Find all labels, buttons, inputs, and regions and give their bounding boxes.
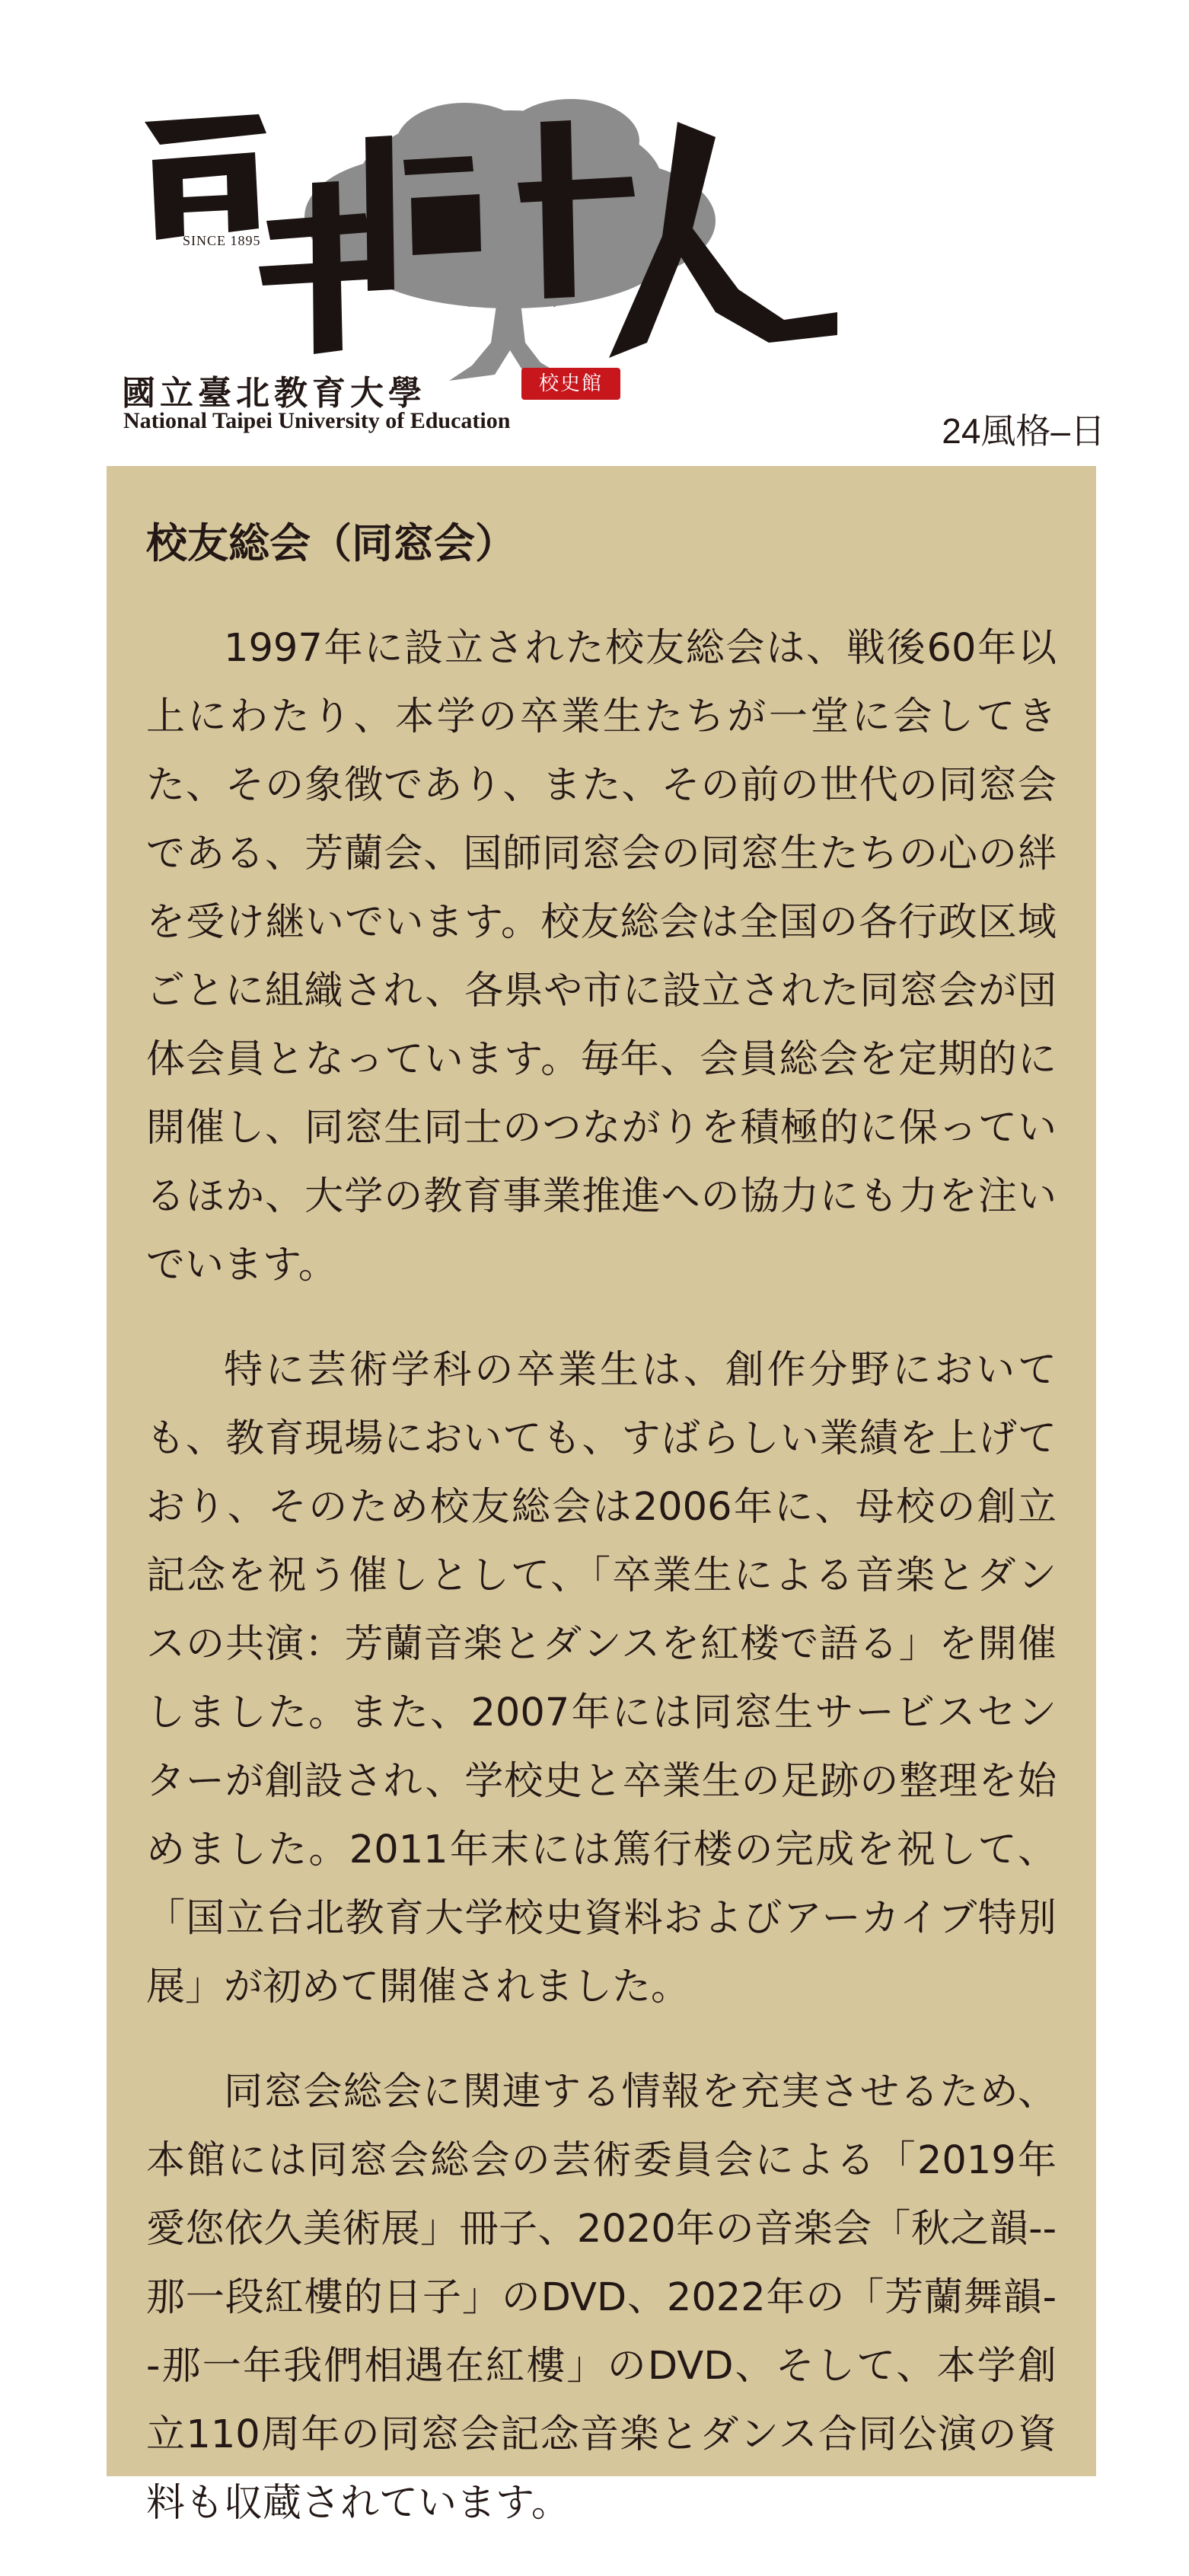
school-name-chinese: 國立臺北教育大學 — [122, 374, 426, 413]
article-paragraph: 同窓会総会に関連する情報を充実させるため、本館には同窓会総会の芸術委員会による「2019年愛您依久美術展」冊子、2020年の音楽会「秋之韻--那一段紅樓的日子」のDVD、2022年の「芳蘭舞韻--那一年我們相遇在紅樓」のDVD、そして、本学創立110周年の同窓会記念音楽とダンス合同公演の資料も収蔵されています。 — [146, 2069, 1057, 2526]
article-panel — [107, 466, 1096, 2526]
school-history-logo — [114, 91, 845, 457]
article-paragraph: 1997年に設立された校友総会は、戦後60年以上にわたり、本学の卒業生たちが一堂に会してきた、その象徴であり、また、その前の世代の同窓会である、芳蘭会、国師同窓会の同窓生たちの心の絆を受け継いでいます。校友総会は全国の各行政区域ごとに組織され、各県や市に設立された同窓会が団体会員となっています。毎年、会員総会を定期的に開催し、同窓生同士のつながりを積極的に保っているほか、大学の教育事業推進への協力にも力を注いでいます。 — [146, 625, 1057, 1288]
article-title: 校友総会（同窓会） — [146, 519, 516, 567]
since-label: SINCE 1895 — [183, 233, 261, 248]
header — [0, 0, 1189, 464]
history-museum-seal: 校史館 — [521, 368, 620, 400]
school-name-english: National Taipei University of Education — [123, 408, 511, 433]
article-paragraph: 特に芸術学科の卒業生は、創作分野においても、教育現場においても、すばらしい業績を上げており、そのため校友総会は2006年に、母校の創立記念を祝う催しとして、「卒業生による音楽とダンスの共演：芳蘭音楽とダンスを紅楼で語る」を開催しました。また、2007年には同窓生サービスセンターが創設され、学校史と卒業生の足跡の整理を始めました。2011年末には篤行楼の完成を祝して、「国立台北教育大学校史資料およびアーカイブ特別展」が初めて開催されました。 — [146, 1347, 1057, 2009]
edition-label: 24風格–日 — [942, 411, 1105, 451]
